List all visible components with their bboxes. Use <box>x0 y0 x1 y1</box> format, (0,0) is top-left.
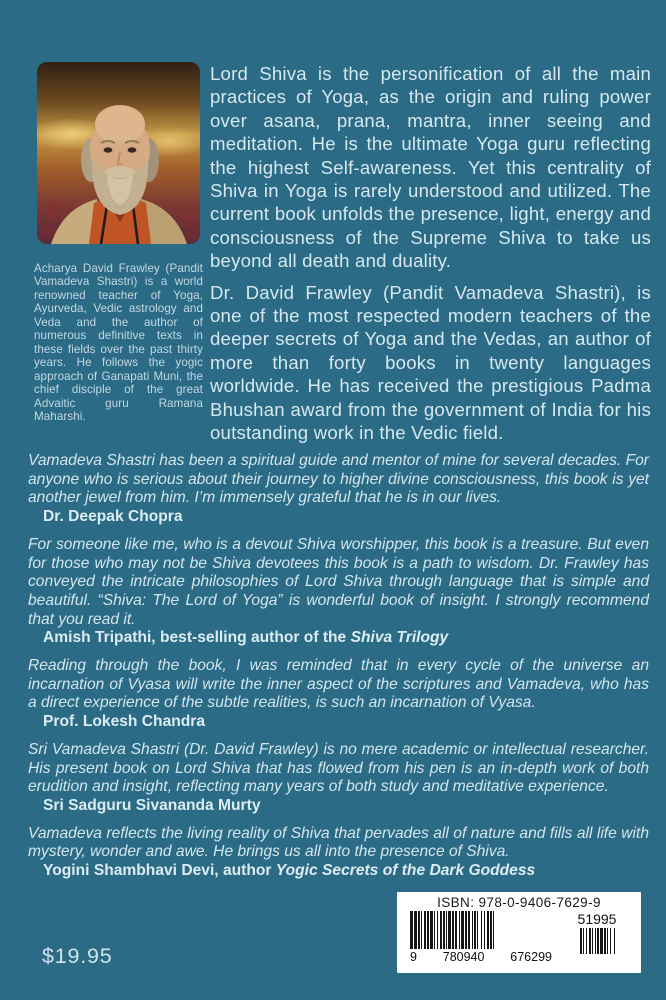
attribution-name: Dr. Deepak Chopra <box>43 508 183 526</box>
attribution-work-title: Yogic Secrets of the Dark Goddess <box>275 862 536 880</box>
barcode-digit-group: 780940 <box>442 950 485 964</box>
testimonial-shambhavi <box>28 825 649 881</box>
author-bio: Acharya David Frawley (Pandit Vamadeva Shastri) is a world renowned teacher of Yoga, Ayurveda, Vedic astrology and Veda and the author of numerous definitive texts in these fields over the past thirty years. He follows the yogic approach of Ganapati Muni, the chief disciple of the great Advaitic guru Ramana Maharshi. <box>34 261 203 424</box>
attribution-work-title: Shiva Trilogy <box>350 629 449 647</box>
testimonial-quote: Vamadeva Shastri has been a spiritual guide and mentor of mine for several decades. For anyone who is serious about their journey to higher divine consciousness, this book is yet another jewel from him. I’m immensely grateful that he is in our lives. <box>28 452 649 507</box>
author-photo <box>37 62 200 244</box>
testimonial-attribution <box>28 508 649 527</box>
ean-barcode <box>402 911 558 969</box>
synopsis-paragraph-2: Dr. David Frawley (Pandit Vamadeva Shastri), is one of the most respected modern teachers of the deeper secrets of Yoga and the Vedas, an author of more than forty books in twenty languages worldwide. He has received the prestigious Padma Bhushan award from the government of India for his outstanding work in the Vedic field. <box>210 281 651 444</box>
testimonial-murty <box>28 741 649 816</box>
testimonial-quote: Vamadeva reflects the living reality of Shiva that pervades all of nature and fills all life with mystery, wonder and awe. He brings us all into the presence of Shiva. <box>28 824 649 861</box>
price-supplement-code <box>558 911 636 969</box>
attribution-name: Sri Sadguru Sivananda Murty <box>43 796 261 814</box>
barcode-digits <box>410 950 558 964</box>
price-code-number: 51995 <box>577 911 617 927</box>
testimonial-quote: For someone like me, who is a devout Shiva worshipper, this book is a treasure. But even for those who may not be Shiva devotees this book is a path to wisdom. Dr. Frawley has conveyed the intricate philosophies of Lord Shiva through language that is simple and beautiful. “Shiva: The Lord of Yoga” is wonderful book of insight. I strongly recommend that you read it. <box>28 535 649 628</box>
synopsis-paragraph-1: Lord Shiva is the personification of all the main practices of Yoga, as the origin and ruling power over asana, prana, mantra, inner seeing and meditation. He is the ultimate Yoga guru reflecting the highest Self-awareness. Yet this centrality of Shiva in Yoga is rarely understood and utilized. The current book unfolds the presence, light, energy and consciousness of the Supreme Shiva to take us beyond all death and duality. <box>210 63 651 272</box>
isbn-barcode-box <box>397 892 641 973</box>
isbn-number: ISBN: 978-0-9406-7629-9 <box>437 895 601 910</box>
barcode-digit-group: 676299 <box>510 950 552 964</box>
barcode-digit-group: 9 <box>410 950 417 964</box>
author-photo-illustration <box>37 62 200 244</box>
attribution-name: Prof. Lokesh Chandra <box>43 713 206 731</box>
testimonial-chopra <box>28 452 649 527</box>
price-barcode-bars-icon <box>580 928 615 954</box>
barcode-row <box>402 911 636 969</box>
barcode-bars-icon <box>410 911 558 949</box>
attribution-name: Yogini Shambhavi Devi, author <box>43 862 276 880</box>
testimonial-quote: Sri Vamadeva Shastri (Dr. David Frawley) is no mere academic or intellectual researcher. His present book on Lord Shiva that has flowed from his pen is an in-depth work of both erudition and insight, reflecting many years of both study and meditative experience. <box>28 740 649 796</box>
testimonials-section <box>28 452 649 890</box>
testimonial-attribution <box>28 862 649 881</box>
attribution-name: Amish Tripathi, best-selling author of the <box>43 629 351 647</box>
testimonial-chandra <box>28 657 649 732</box>
testimonial-attribution <box>28 797 649 816</box>
testimonial-attribution <box>28 713 649 732</box>
testimonial-attribution <box>28 629 649 648</box>
testimonial-tripathi <box>28 536 649 648</box>
price-label: $19.95 <box>42 944 113 968</box>
testimonial-quote: Reading through the book, I was reminded that in every cycle of the universe an incarnation of Vyasa will write the inner aspect of the scriptures and Vamadeva, who has a direct experience of the subtle realities, is such an incarnation of Vyasa. <box>28 657 649 712</box>
synopsis <box>210 62 651 453</box>
